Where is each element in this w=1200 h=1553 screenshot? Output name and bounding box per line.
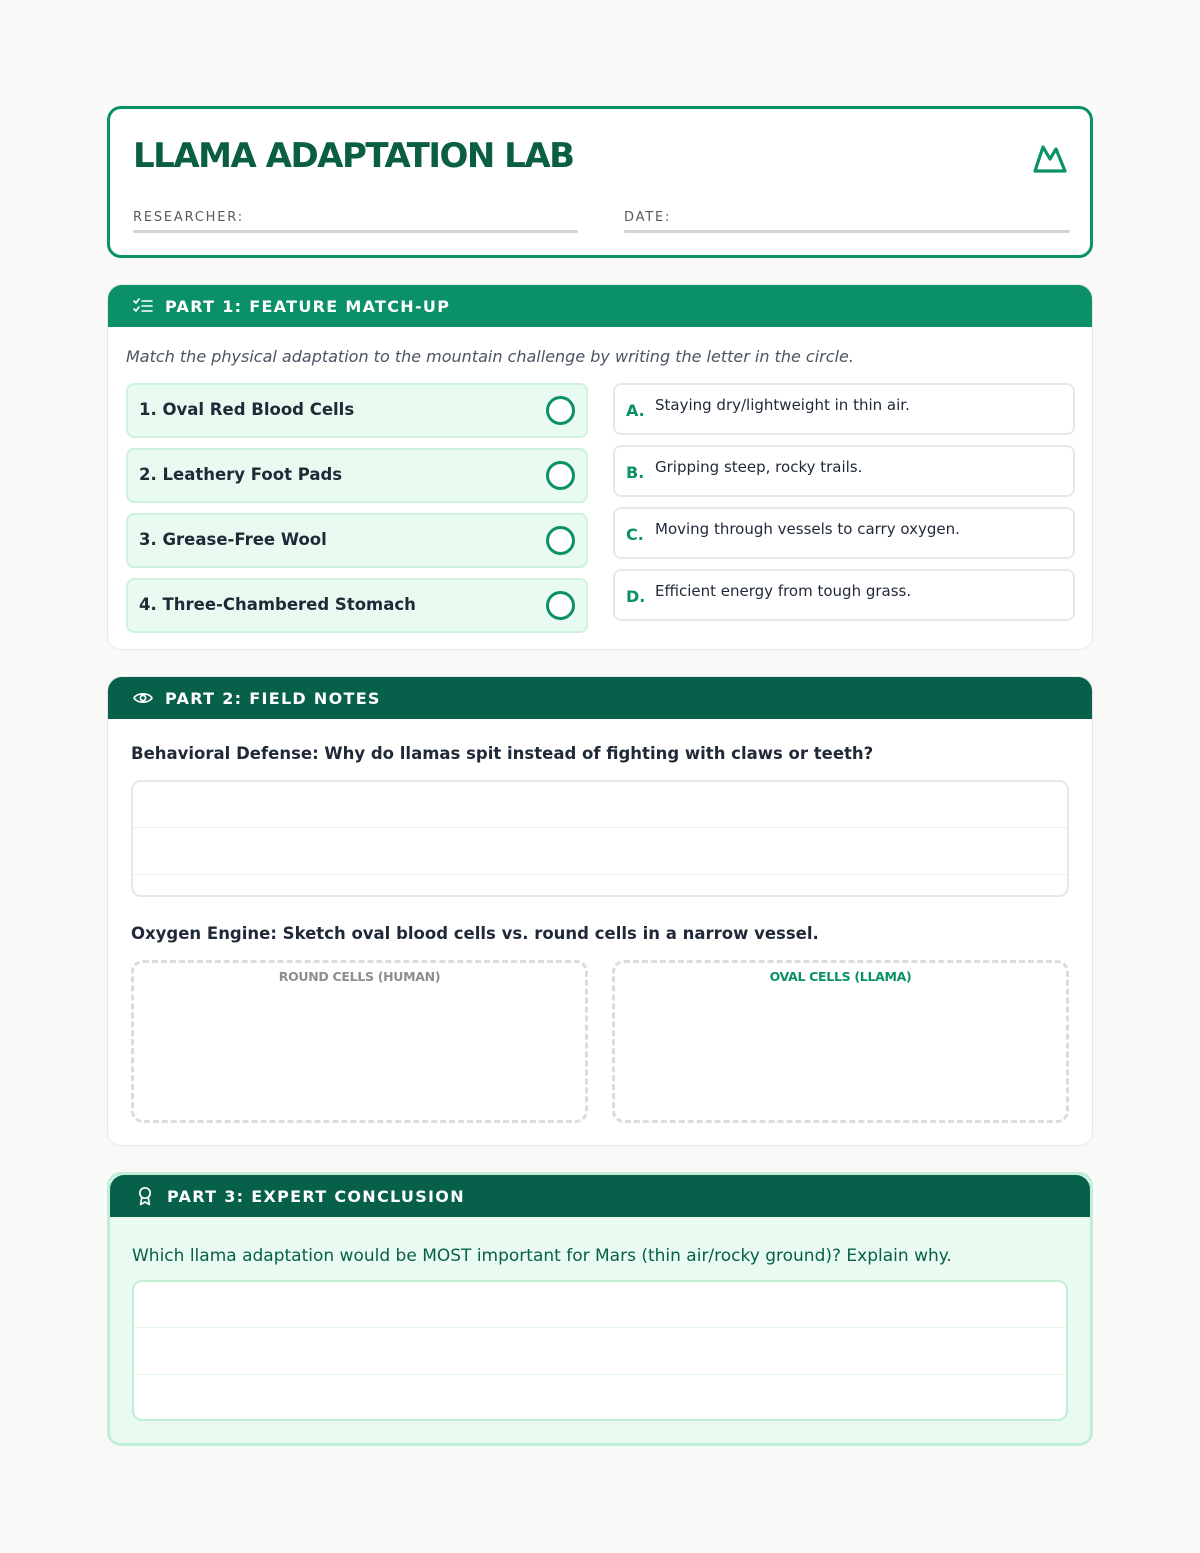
feature-item bbox=[126, 513, 588, 568]
option-letter: D. bbox=[626, 587, 646, 606]
ruled-line bbox=[133, 827, 1067, 828]
feature-label: 2. Leathery Foot Pads bbox=[139, 465, 343, 484]
feature-label: 4. Three-Chambered Stomach bbox=[139, 595, 416, 614]
conclusion-answer-box[interactable] bbox=[132, 1280, 1068, 1421]
eye-icon bbox=[133, 688, 153, 708]
option-item bbox=[613, 569, 1075, 621]
page-title: LLAMA ADAPTATION LAB bbox=[133, 136, 574, 176]
answer-circle[interactable] bbox=[546, 396, 575, 425]
option-letter: B. bbox=[626, 463, 645, 482]
ruled-line bbox=[134, 1327, 1066, 1328]
part2-title: PART 2: FIELD NOTES bbox=[165, 688, 381, 708]
date-label: DATE: bbox=[624, 210, 672, 225]
option-item bbox=[613, 507, 1075, 559]
answer-circle[interactable] bbox=[546, 461, 575, 490]
ruled-line bbox=[133, 874, 1067, 875]
answer-circle[interactable] bbox=[546, 591, 575, 620]
header-card bbox=[107, 106, 1093, 258]
award-icon bbox=[135, 1186, 155, 1206]
date-field[interactable] bbox=[624, 230, 1070, 233]
conclusion-question: Which llama adaptation would be MOST important for Mars (thin air/rocky ground)? Explain why. bbox=[132, 1246, 952, 1266]
part2-card bbox=[107, 676, 1093, 1146]
part1-instructions: Match the physical adaptation to the mountain challenge by writing the letter in the circle. bbox=[126, 347, 854, 366]
sketch-box-oval[interactable] bbox=[612, 960, 1069, 1123]
part3-title: PART 3: EXPERT CONCLUSION bbox=[167, 1186, 465, 1206]
part1-header bbox=[108, 285, 1092, 327]
part3-header bbox=[110, 1175, 1090, 1217]
researcher-field[interactable] bbox=[133, 230, 578, 233]
sketch-label-round: ROUND CELLS (HUMAN) bbox=[278, 969, 441, 984]
ruled-line bbox=[134, 1374, 1066, 1375]
answer-circle[interactable] bbox=[546, 526, 575, 555]
researcher-label: RESEARCHER: bbox=[133, 210, 244, 225]
behavioral-question: Behavioral Defense: Why do llamas spit instead of fighting with claws or teeth? bbox=[131, 744, 874, 763]
option-text: Gripping steep, rocky trails. bbox=[655, 458, 863, 476]
option-item bbox=[613, 383, 1075, 435]
option-letter: A. bbox=[626, 401, 645, 420]
part1-title: PART 1: FEATURE MATCH-UP bbox=[165, 296, 451, 316]
option-text: Moving through vessels to carry oxygen. bbox=[655, 520, 960, 538]
option-letter: C. bbox=[626, 525, 644, 544]
feature-item bbox=[126, 383, 588, 438]
option-item bbox=[613, 445, 1075, 497]
behavioral-answer-box[interactable] bbox=[131, 780, 1069, 897]
part3-card bbox=[107, 1172, 1093, 1446]
feature-item bbox=[126, 578, 588, 633]
sketch-box-round[interactable] bbox=[131, 960, 588, 1123]
mountain-icon bbox=[1032, 142, 1068, 174]
part1-card bbox=[107, 284, 1093, 650]
feature-label: 1. Oval Red Blood Cells bbox=[139, 400, 355, 419]
option-text: Efficient energy from tough grass. bbox=[655, 582, 912, 600]
feature-item bbox=[126, 448, 588, 503]
sketch-label-oval: OVAL CELLS (LLAMA) bbox=[769, 969, 912, 984]
part2-header bbox=[108, 677, 1092, 719]
oxygen-question: Oxygen Engine: Sketch oval blood cells vs. round cells in a narrow vessel. bbox=[131, 924, 819, 943]
checklist-icon bbox=[133, 296, 153, 316]
feature-label: 3. Grease-Free Wool bbox=[139, 530, 327, 549]
option-text: Staying dry/lightweight in thin air. bbox=[655, 396, 910, 414]
